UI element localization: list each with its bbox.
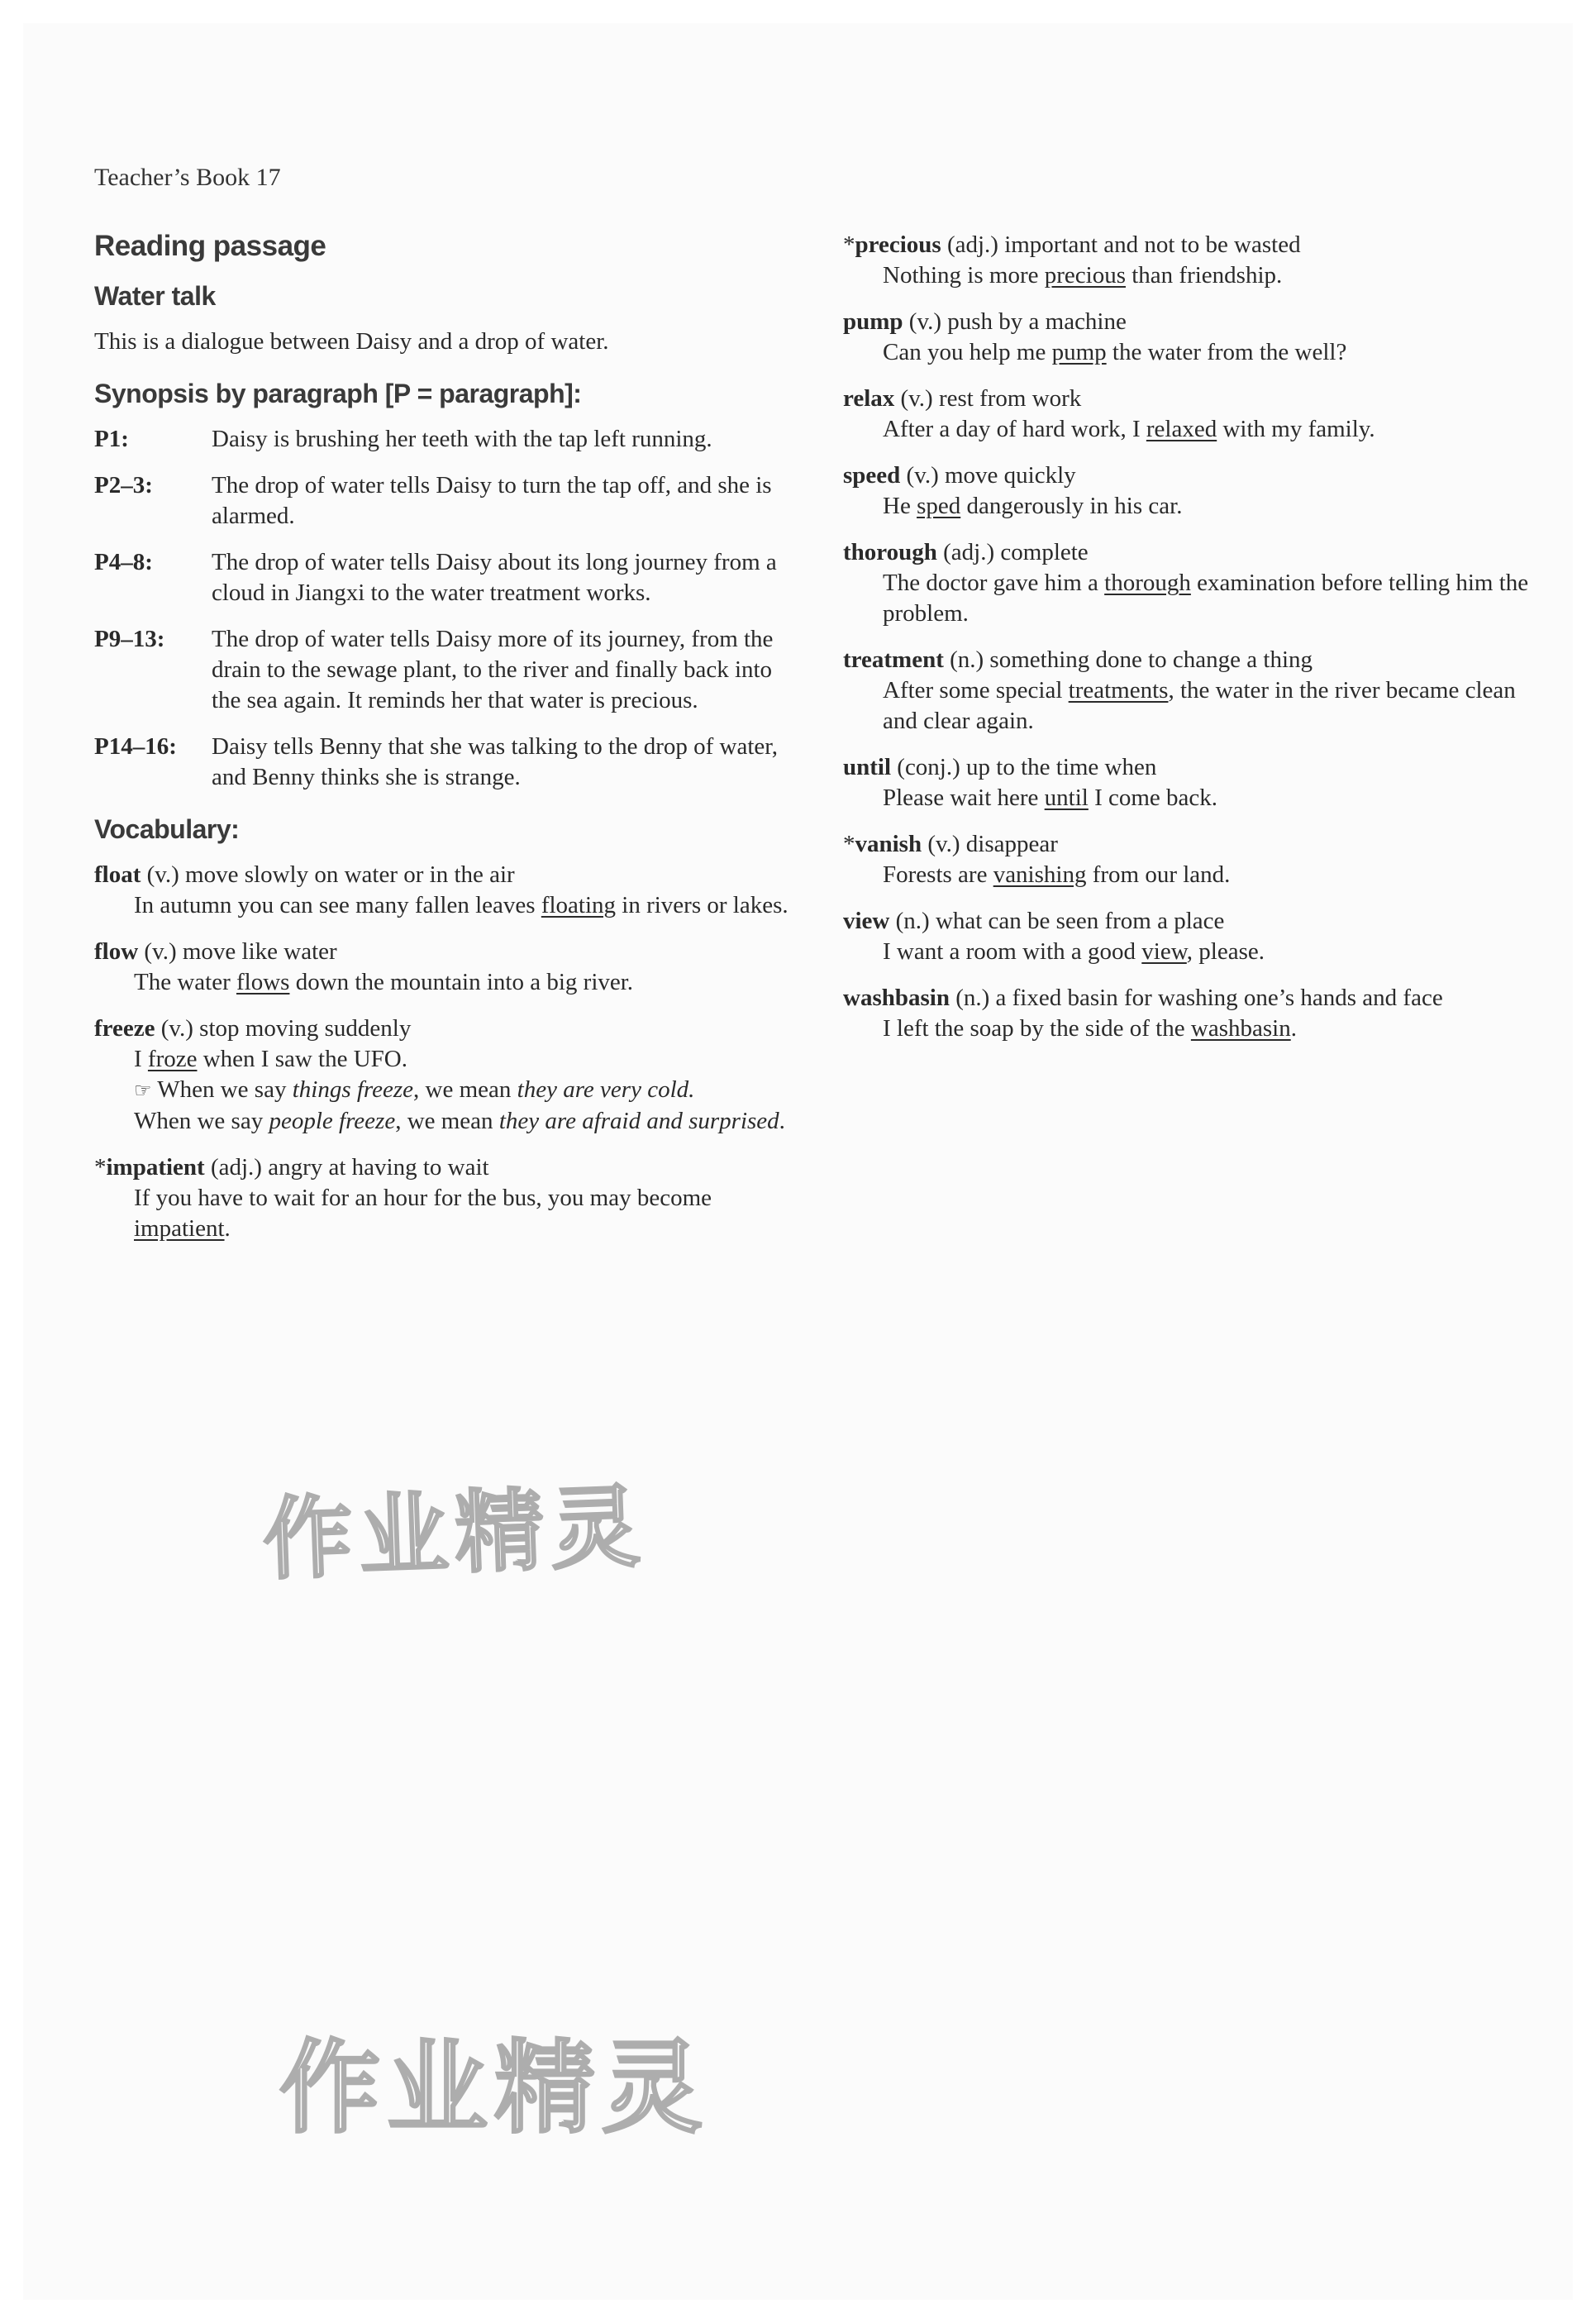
note-text: When we say (134, 1108, 269, 1134)
synopsis-label: P4–8: (94, 549, 153, 575)
vocab-headline (843, 983, 1546, 1014)
vocab-word: relax (843, 385, 895, 412)
left-column (94, 230, 805, 1260)
example-keyword: treatments (1068, 677, 1169, 704)
synopsis-label: P1: (94, 426, 129, 452)
vocab-example (94, 1183, 805, 1244)
example-keyword: washbasin (1190, 1015, 1291, 1042)
example-text: than friendship. (1126, 262, 1283, 289)
vocab-word: thorough (843, 539, 937, 565)
vocab-entry-vanish (843, 829, 1546, 890)
vocab-headline (94, 1014, 805, 1044)
vocab-entry-relax (843, 384, 1546, 445)
example-text: down the mountain into a big river. (289, 969, 634, 995)
vocab-word: treatment (843, 646, 944, 673)
example-keyword: flows (236, 969, 290, 995)
vocab-definition: (v.) move quickly (900, 462, 1076, 489)
example-text: in rivers or lakes. (616, 892, 788, 918)
vocab-definition: (conj.) up to the time when (891, 754, 1157, 780)
vocab-word: speed (843, 462, 901, 489)
example-text: I come back. (1088, 785, 1218, 811)
pointing-hand-icon: ☞ (134, 1079, 152, 1102)
note-text: , we mean (395, 1108, 499, 1134)
vocab-word: impatient (106, 1154, 205, 1181)
synopsis-text: Daisy is brushing her teeth with the tap left running. (212, 426, 712, 452)
example-keyword: froze (147, 1046, 198, 1072)
vocab-definition: (v.) move like water (138, 938, 337, 965)
vocab-headline (843, 906, 1546, 937)
note-italic: they are very cold. (517, 1076, 695, 1103)
example-text: Forests are (883, 861, 993, 888)
note-italic: people freeze (269, 1108, 396, 1134)
vocab-word: view (843, 908, 890, 934)
vocab-example (843, 568, 1546, 629)
vocab-example (94, 967, 805, 998)
example-keyword: thorough (1104, 570, 1191, 596)
page (23, 23, 1573, 2300)
vocab-entry-view (843, 906, 1546, 967)
example-text: In autumn you can see many fallen leaves (134, 892, 541, 918)
vocab-star: * (843, 231, 855, 258)
vocab-entry-thorough (843, 537, 1546, 629)
right-column (843, 230, 1546, 1060)
running-head: Teacher’s Book 17 (94, 164, 281, 191)
note-italic: things freeze (292, 1076, 414, 1103)
vocab-definition: (adj.) angry at having to wait (204, 1154, 489, 1181)
vocab-entry-impatient (94, 1152, 805, 1244)
vocab-word: until (843, 754, 892, 780)
vocab-example (94, 890, 805, 921)
vocab-entry-float (94, 860, 805, 921)
example-keyword: vanishing (993, 861, 1087, 888)
example-keyword: floating (541, 892, 617, 918)
example-text: After some special (883, 677, 1069, 704)
vocab-entry-speed (843, 460, 1546, 522)
vocab-definition: (v.) stop moving suddenly (155, 1015, 412, 1042)
example-text: Can you help me (883, 339, 1052, 365)
synopsis-item (94, 424, 805, 455)
vocab-star: * (843, 831, 855, 857)
synopsis-label: P14–16: (94, 733, 177, 760)
vocab-definition: (adj.) important and not to be wasted (941, 231, 1301, 258)
vocab-word: vanish (855, 831, 922, 857)
vocab-definition: (n.) a fixed basin for washing one’s hands and face (949, 985, 1443, 1011)
vocab-headline (843, 829, 1546, 860)
example-text: . (224, 1215, 231, 1242)
vocab-headline (843, 537, 1546, 568)
note-text: . (779, 1108, 785, 1134)
example-text: If you have to wait for an hour for the bus, you may become (134, 1185, 712, 1211)
example-text: , please. (1186, 938, 1265, 965)
synopsis-item (94, 470, 805, 532)
note-text: When we say (151, 1076, 293, 1103)
vocab-headline (94, 937, 805, 967)
vocab-example (843, 860, 1546, 890)
vocab-definition: (v.) disappear (922, 831, 1058, 857)
synopsis-label: P9–13: (94, 626, 165, 652)
vocab-example (843, 260, 1546, 291)
vocab-headline (843, 230, 1546, 260)
vocab-headline (843, 645, 1546, 675)
example-text: when I saw the UFO. (197, 1046, 407, 1072)
example-keyword: precious (1044, 262, 1126, 289)
vocab-entry-precious (843, 230, 1546, 291)
vocab-example (843, 414, 1546, 445)
vocab-definition: (n.) something done to change a thing (943, 646, 1313, 673)
example-text: , the water in the river became clean and clear again. (883, 677, 1516, 734)
vocab-example (843, 937, 1546, 967)
vocab-star: * (94, 1154, 107, 1181)
example-text: Nothing is more (883, 262, 1045, 289)
example-keyword: pump (1051, 339, 1107, 365)
example-keyword: sped (917, 493, 961, 519)
synopsis-text: The drop of water tells Daisy to turn the tap off, and she is alarmed. (212, 472, 772, 529)
example-text: The water (134, 969, 236, 995)
example-text: The doctor gave him a (883, 570, 1105, 596)
vocab-entry-flow (94, 937, 805, 998)
vocab-word: flow (94, 938, 139, 965)
section-heading-reading: Reading passage (94, 230, 326, 262)
example-text: I want a room with a good (883, 938, 1142, 965)
synopsis-heading: Synopsis by paragraph [P = paragraph]: (94, 379, 582, 408)
example-keyword: impatient (134, 1215, 225, 1242)
vocab-word: freeze (94, 1015, 155, 1042)
example-text: I left the soap by the side of the (883, 1015, 1191, 1042)
watermark: 作业精灵 (261, 1475, 649, 1593)
vocab-word: float (94, 861, 141, 888)
example-text: . (1290, 1015, 1297, 1042)
vocab-headline (843, 384, 1546, 414)
vocab-note (94, 1106, 805, 1137)
vocab-example (94, 1044, 805, 1075)
vocab-example (843, 783, 1546, 813)
vocab-word: washbasin (843, 985, 950, 1011)
example-text: the water from the well? (1106, 339, 1347, 365)
example-text: He (883, 493, 917, 519)
vocab-headline (843, 752, 1546, 783)
vocab-definition: (v.) move slowly on water or in the air (141, 861, 515, 888)
vocab-definition: (adj.) complete (936, 539, 1089, 565)
example-text: After a day of hard work, I (883, 416, 1146, 442)
example-text: dangerously in his car. (960, 493, 1183, 519)
synopsis-text: The drop of water tells Daisy about its long journey from a cloud in Jiangxi to the water treatment works. (212, 549, 777, 606)
example-text: with my family. (1217, 416, 1375, 442)
vocab-entry-washbasin (843, 983, 1546, 1044)
example-text: from our land. (1086, 861, 1231, 888)
vocab-headline (94, 860, 805, 890)
synopsis-item (94, 732, 805, 793)
vocab-note (94, 1075, 805, 1106)
synopsis-item (94, 624, 805, 716)
passage-intro: This is a dialogue between Daisy and a drop of water. (94, 328, 609, 355)
vocab-example (843, 337, 1546, 368)
example-text: I (134, 1046, 148, 1072)
note-text: , we mean (413, 1076, 517, 1103)
watermark: 作业精灵 (279, 2030, 709, 2147)
vocab-entry-treatment (843, 645, 1546, 737)
vocab-headline (843, 460, 1546, 491)
passage-title: Water talk (94, 281, 216, 311)
vocab-word: pump (843, 308, 903, 335)
example-keyword: view (1141, 938, 1187, 965)
vocab-example (843, 1014, 1546, 1044)
vocab-definition: (v.) push by a machine (903, 308, 1127, 335)
vocab-definition: (n.) what can be seen from a place (889, 908, 1225, 934)
example-text: Please wait here (883, 785, 1045, 811)
vocab-headline (94, 1152, 805, 1183)
vocab-word: precious (855, 231, 941, 258)
vocab-example (843, 675, 1546, 737)
vocab-entry-freeze (94, 1014, 805, 1137)
example-keyword: until (1044, 785, 1089, 811)
vocab-entry-until (843, 752, 1546, 813)
vocab-definition: (v.) rest from work (894, 385, 1082, 412)
example-text: examination before telling him the problem. (883, 570, 1529, 627)
vocabulary-heading: Vocabulary: (94, 814, 240, 844)
vocab-entry-pump (843, 307, 1546, 368)
synopsis-text: Daisy tells Benny that she was talking to the drop of water, and Benny thinks she is strange. (212, 733, 779, 790)
vocab-headline (843, 307, 1546, 337)
synopsis-item (94, 547, 805, 608)
synopsis-label: P2–3: (94, 472, 153, 498)
vocab-example (843, 491, 1546, 522)
synopsis-text: The drop of water tells Daisy more of its journey, from the drain to the sewage plant, to the river and finally back into the sea again. It reminds her that water is precious. (212, 626, 774, 713)
note-italic: they are afraid and surprised (498, 1108, 779, 1134)
example-keyword: relaxed (1146, 416, 1217, 442)
